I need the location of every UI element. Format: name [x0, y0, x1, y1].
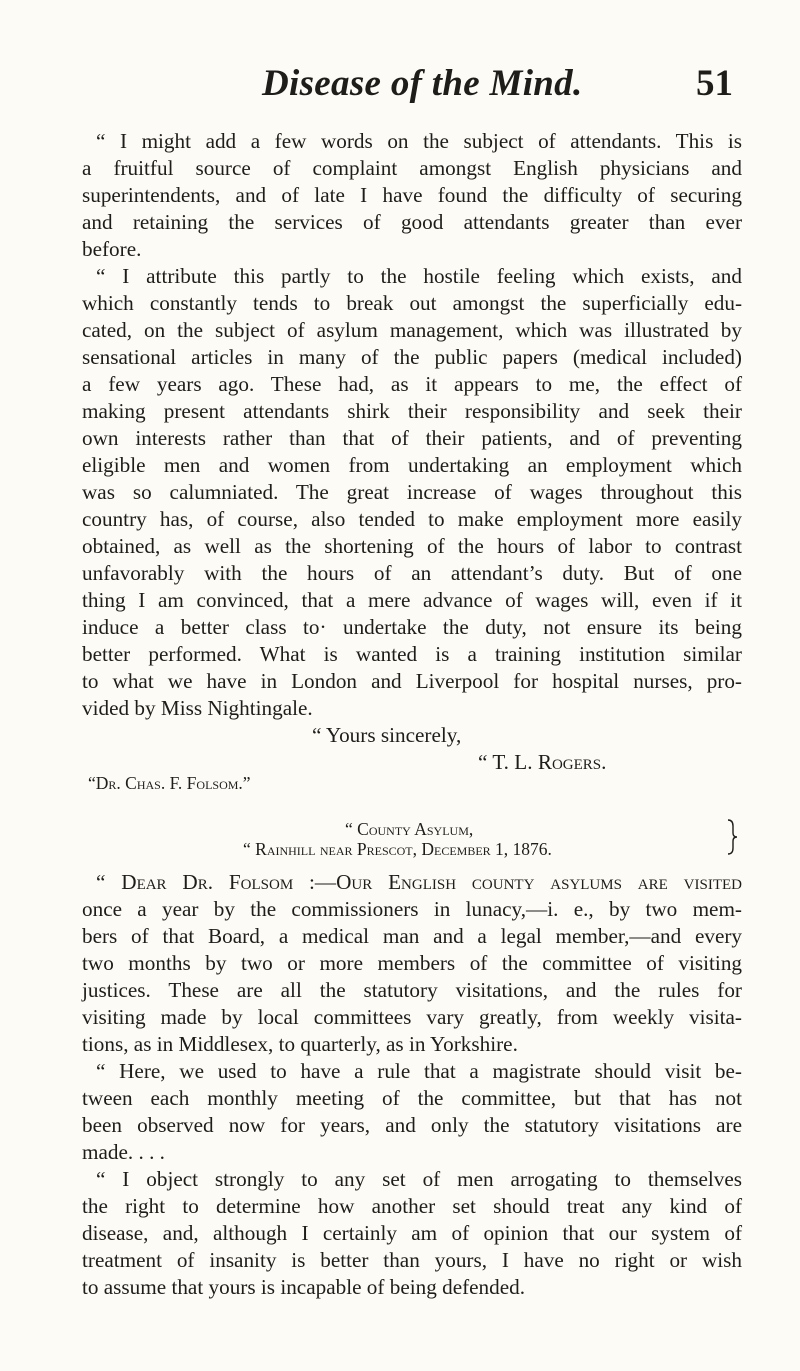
text-line: disease, and, although I certainly am of opinion that our system of: [82, 1221, 742, 1245]
text-line: once a year by the commissioners in lunacy,—i. e., by two mem-: [82, 897, 742, 921]
text-line: making present attendants shirk their responsibility and seek their: [82, 399, 742, 423]
text-line: justices. These are all the statutory visitations, and the rules for: [82, 978, 742, 1002]
title-word-of: of: [390, 63, 423, 104]
text-line: induce a better class to· undertake the duty, not ensure its being: [82, 615, 742, 639]
page-number: 51: [696, 63, 733, 104]
text-line: “ Here, we used to have a rule that a magistrate should visit be-: [96, 1059, 742, 1083]
text-line-salutation: “ Dear Dr. Folsom :—Our English county asylums are visited: [96, 870, 742, 894]
letter-addressee: “Dr. Chas. F. Folsom.”: [88, 773, 251, 793]
text-line: “ I object strongly to any set of men arrogating to themselves: [96, 1167, 742, 1191]
text-line: made. . . .: [82, 1140, 165, 1164]
text-line: bers of that Board, a medical man and a legal member,—and every: [82, 924, 742, 948]
text-line: country has, of course, also tended to make employment more easily: [82, 507, 742, 531]
text-line: eligible men and women from undertaking an employment which: [82, 453, 742, 477]
text-line: own interests rather than that of their patients, and of preventing: [82, 426, 742, 450]
text-line: “ I might add a few words on the subject of attendants. This is: [96, 129, 742, 153]
text-line: tions, as in Middlesex, to quarterly, as in Yorkshire.: [82, 1032, 518, 1056]
text-line: better performed. What is wanted is a training institution similar: [82, 642, 742, 666]
text-line: sensational articles in many of the public papers (medical included): [82, 345, 742, 369]
text-line: thing I am convinced, that a mere advance of wages will, even if it: [82, 588, 742, 612]
text-line: to what we have in London and Liverpool for hospital nurses, pro-: [82, 669, 742, 693]
dateline-brace: [725, 818, 745, 858]
text-line: which constantly tends to break out amongst the superficially edu-: [82, 291, 742, 315]
text-line: before.: [82, 237, 142, 261]
title-word-disease: Disease: [262, 63, 382, 104]
text-line: vided by Miss Nightingale.: [82, 696, 313, 720]
text-line: two months by two or more members of the committee of visiting: [82, 951, 742, 975]
text-line: visiting made by local committees vary greatly, from weekly visita-: [82, 1005, 742, 1029]
dateline-line-1: “ County Asylum,: [345, 819, 474, 839]
text-line: a fruitful source of complaint amongst English physicians and: [82, 156, 742, 180]
text-line: obtained, as well as the shortening of the hours of labor to contrast: [82, 534, 742, 558]
letter-signature: “ T. L. Rogers.: [478, 750, 607, 774]
text-line: and retaining the services of good attendants greater than ever: [82, 210, 742, 234]
text-line: the right to determine how another set should treat any kind of: [82, 1194, 742, 1218]
text-line: unfavorably with the hours of an attendant’s duty. But of one: [82, 561, 742, 585]
text-line: cated, on the subject of asylum management, which was illustrated by: [82, 318, 742, 342]
brace-icon: [725, 818, 739, 856]
text-line: tween each monthly meeting of the committee, but that has not: [82, 1086, 742, 1110]
dateline-line-2: “ Rainhill near Prescot, December 1, 1876.: [243, 839, 552, 859]
running-title: [262, 62, 583, 105]
text-line: superintendents, and of late I have found the difficulty of securing: [82, 183, 742, 207]
text-line: been observed now for years, and only the statutory visitations are: [82, 1113, 742, 1137]
text-line: a few years ago. These had, as it appears to me, the effect of: [82, 372, 742, 396]
running-header: [0, 62, 800, 112]
text-line: was so calumniated. The great increase of wages throughout this: [82, 480, 742, 504]
text-line: “ I attribute this partly to the hostile feeling which exists, and: [96, 264, 742, 288]
letter-closing: “ Yours sincerely,: [312, 723, 462, 747]
text-line: treatment of insanity is better than yours, I have no right or wish: [82, 1248, 742, 1272]
title-word-the-mind: the Mind.: [431, 63, 583, 104]
text-line: to assume that yours is incapable of being defended.: [82, 1275, 526, 1299]
